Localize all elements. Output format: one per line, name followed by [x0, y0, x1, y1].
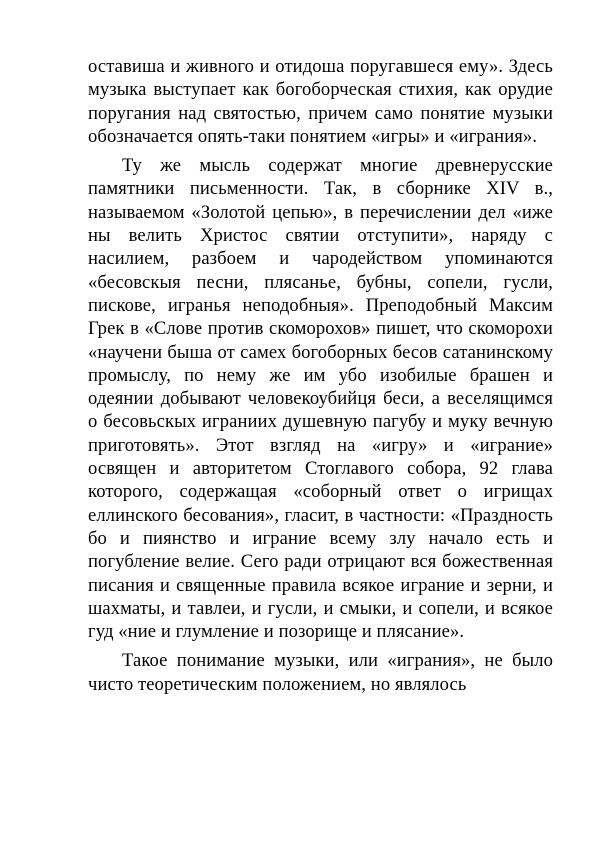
paragraph-2: Ту же мысль содержат многие древнерусские памятники письменности. Так, в сборнике XIV в., называемом «Золотой цепью», в перечислении дел «иже ны велить Христос святии отступити», наряду с насилием, разбоем и чародейством упоминаются «бесовскыя песни, плясанье, бубны, сопели, гусли, пискове, игранья неподобныя». Преподобный Максим Грек в «Слове против скоморохов» пишет, что скоморохи «научени быша от самех богоборных бесов сатанинскому промыслу, по нему же им убо изобилые брашен и одеянии добывают человекоубийця беси, а веселящимся о бесовьскых играниих душевную пагубу и муку вечную приготовять». Этот взгляд на «игру» и «играние» освящен и авторитетом Стоглавого собора, 92 глава которого, содержащая «соборный ответ о игрищах еллинского бесования», гласит, в частности: «Праздность бо и пиянство и играние всему злу начало есть и погубление велие. Сего ради отрицают вся божественная писания и священные правила всякое играние и зерни, и шахматы, и тавлеи, и гусли, и смыки, и сопели, и всякое гуд «ние и глумление и позорище и плясание». — [88, 155, 553, 643]
paragraph-3: Такое понимание музыки, или «играния», не было чисто теоретическим положением, но являлось — [88, 650, 553, 695]
paragraph-1: оставиша и живного и отидоша поругавшеся ему». Здесь музыка выступает как богоборческая стихия, как орудие поругания над святостью, причем само понятие музыки обозначается опять-таки понятием «игры» и «играния». — [88, 56, 553, 147]
document-page — [88, 55, 553, 696]
